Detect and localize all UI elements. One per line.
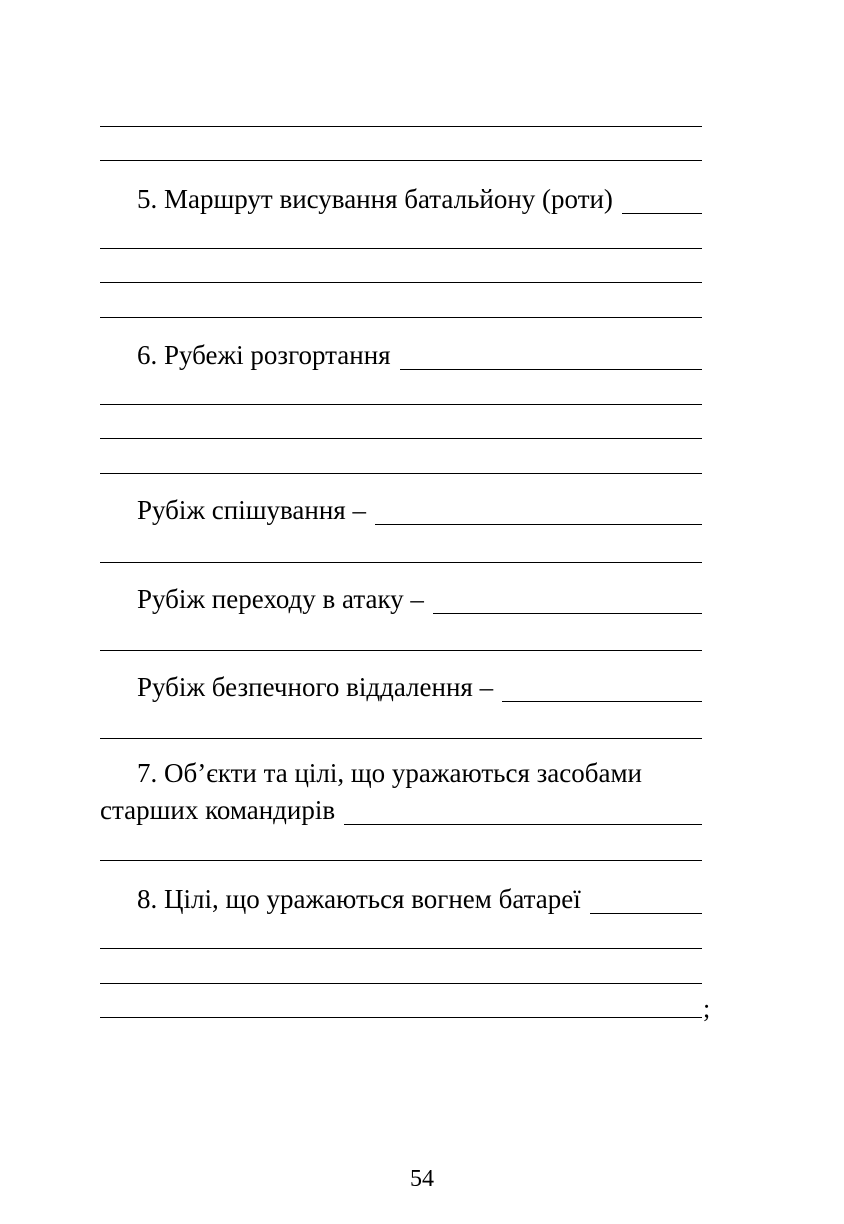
- blank-line[interactable]: [100, 126, 702, 127]
- safe-distance-field[interactable]: [100, 672, 702, 706]
- end-semicolon: ;: [703, 994, 711, 1023]
- deployment-lines-field[interactable]: [100, 340, 702, 374]
- targets-blank[interactable]: [344, 824, 702, 825]
- blank-line[interactable]: [100, 562, 702, 563]
- blank-line[interactable]: [100, 282, 702, 283]
- battery-targets-field[interactable]: [100, 884, 702, 918]
- blank-line[interactable]: [100, 404, 702, 405]
- attack-line-field[interactable]: [100, 584, 702, 618]
- safe-distance-blank[interactable]: [502, 701, 702, 702]
- blank-line[interactable]: [100, 160, 702, 161]
- dismount-line-field[interactable]: [100, 495, 702, 529]
- attack-line-label: Рубіж переходу в атаку –: [137, 584, 424, 614]
- deployment-lines-label: 6. Рубежі розгортання: [137, 340, 391, 370]
- blank-line[interactable]: [100, 473, 702, 474]
- blank-line[interactable]: [100, 948, 702, 949]
- blank-line[interactable]: [100, 860, 702, 861]
- battery-targets-blank[interactable]: [590, 913, 702, 914]
- blank-line[interactable]: [100, 248, 702, 249]
- safe-distance-label: Рубіж безпечного віддалення –: [137, 672, 494, 702]
- dismount-line-label: Рубіж спішування –: [137, 495, 366, 525]
- targets-field[interactable]: [100, 795, 702, 829]
- blank-line[interactable]: [100, 1017, 702, 1018]
- attack-line-blank[interactable]: [433, 613, 702, 614]
- targets-label-line1: 7. Об’єкти та цілі, що уражаються засобами: [137, 758, 642, 788]
- blank-line[interactable]: [100, 983, 702, 984]
- page-number: 54: [410, 1166, 434, 1192]
- route-field[interactable]: [100, 184, 702, 218]
- blank-line[interactable]: [100, 738, 702, 739]
- targets-label-line2: старших командирів: [100, 795, 336, 825]
- blank-line[interactable]: [100, 438, 702, 439]
- route-label: 5. Маршрут висування батальйону (роти): [137, 184, 613, 214]
- battery-targets-label: 8. Цілі, що уражаються вогнем батареї: [137, 884, 581, 914]
- blank-line[interactable]: [100, 317, 702, 318]
- deployment-lines-blank[interactable]: [400, 369, 702, 370]
- route-blank[interactable]: [622, 213, 702, 214]
- dismount-line-blank[interactable]: [375, 524, 702, 525]
- blank-line[interactable]: [100, 650, 702, 651]
